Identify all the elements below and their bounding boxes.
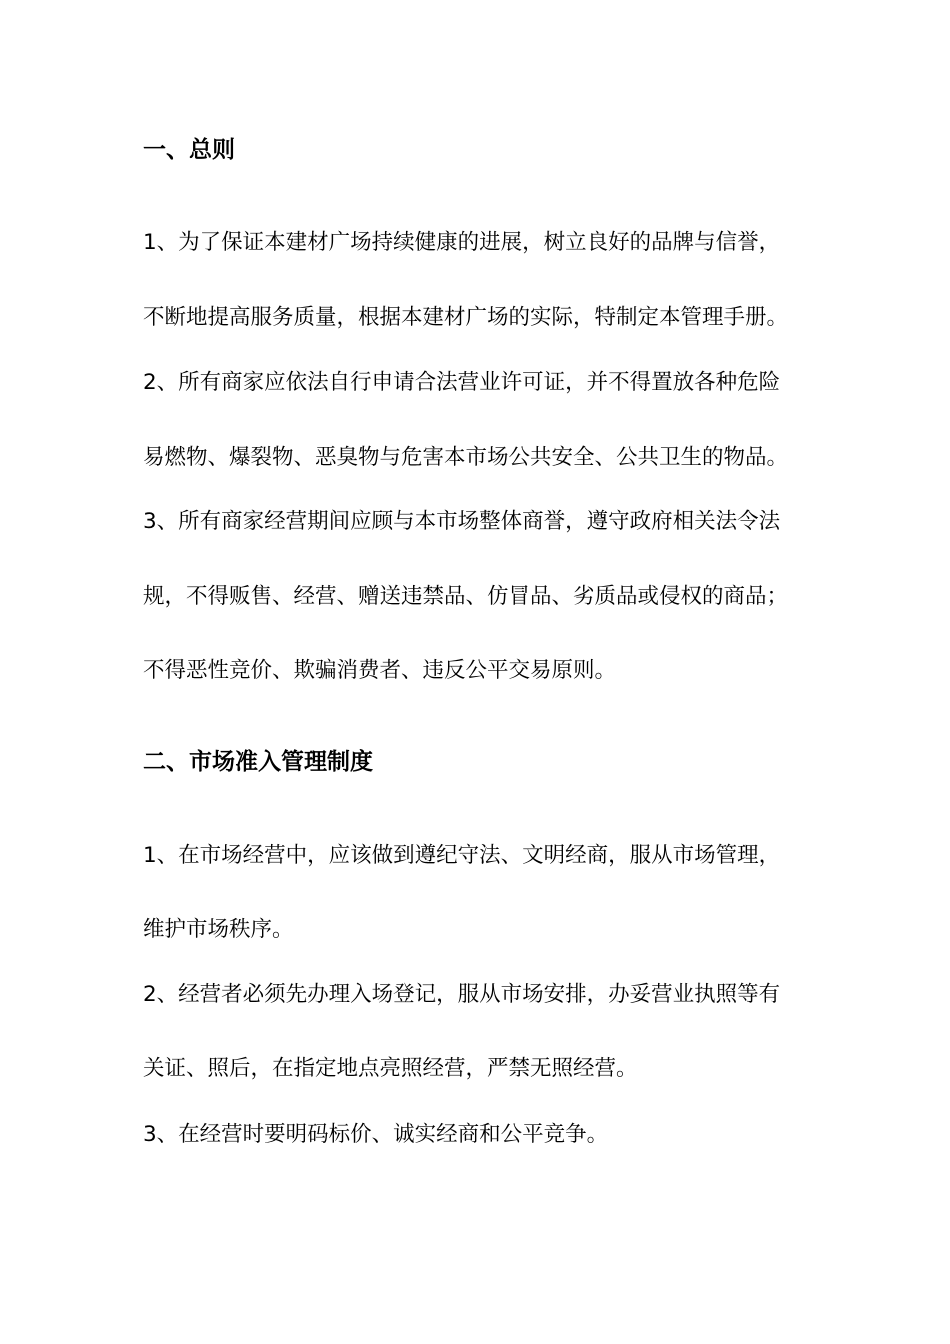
- paragraph-line: 3、在经营时要明码标价、诚实经商和公平竞争。: [143, 1122, 609, 1147]
- paragraph-line: 1、在市场经营中，应该做到遵纪守法、文明经商，服从市场管理，: [143, 843, 781, 868]
- paragraph-line: 不得恶性竞价、欺骗消费者、违反公平交易原则。: [143, 658, 617, 683]
- paragraph-line: 2、经营者必须先办理入场登记，服从市场安排，办妥营业执照等有: [143, 982, 781, 1007]
- paragraph-line: 关证、照后，在指定地点亮照经营，严禁无照经营。: [143, 1056, 638, 1081]
- section-heading-general: 一、总则: [143, 137, 235, 163]
- paragraph-line: 1、为了保证本建材广场持续健康的进展，树立良好的品牌与信誉，: [143, 230, 781, 255]
- paragraph-line: 易燃物、爆裂物、恶臭物与危害本市场公共安全、公共卫生的物品。: [143, 445, 789, 470]
- paragraph-line: 不断地提高服务质量，根据本建材广场的实际，特制定本管理手册。: [143, 305, 789, 330]
- paragraph-line: 3、所有商家经营期间应顾与本市场整体商誉，遵守政府相关法令法: [143, 509, 781, 534]
- paragraph-line: 2、所有商家应依法自行申请合法营业许可证，并不得置放各种危险: [143, 370, 781, 395]
- paragraph-line: 维护市场秩序。: [143, 917, 294, 942]
- section-heading-market-entry: 二、市场准入管理制度: [143, 749, 373, 775]
- paragraph-line: 规，不得贩售、经营、赠送违禁品、仿冒品、劣质品或侵权的商品；: [143, 584, 789, 609]
